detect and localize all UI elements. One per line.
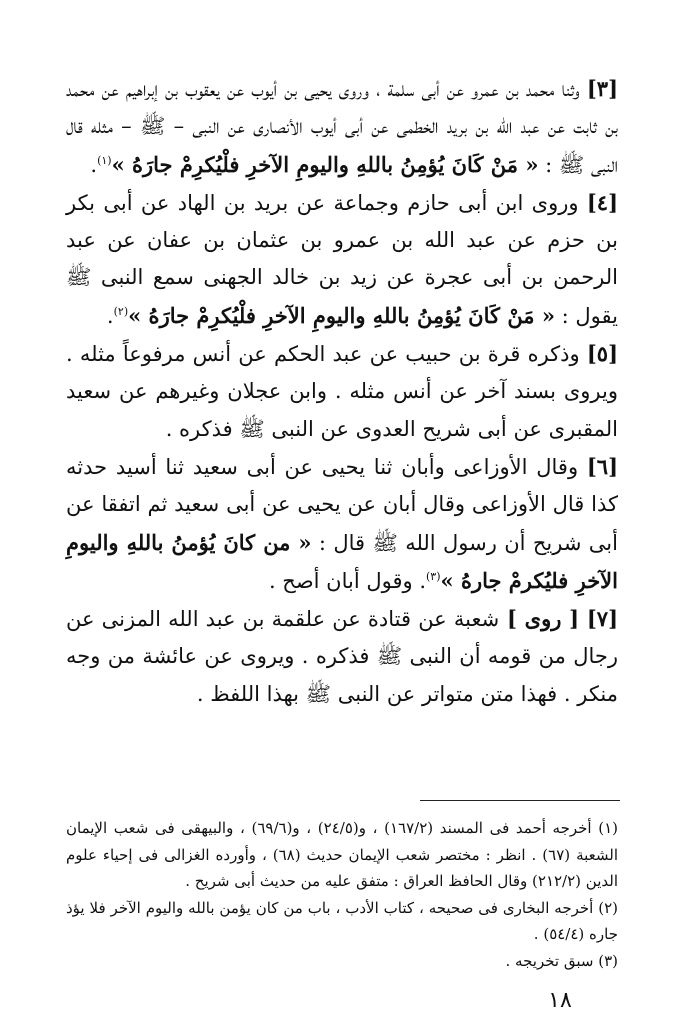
paragraph-tail: . — [106, 303, 114, 328]
paragraph-7 — [66, 600, 618, 713]
footnote-divider — [420, 800, 620, 801]
footnote-marker: (٢) — [113, 304, 129, 318]
paragraph-text: شعبة عن قتادة عن علقمة بن عبد الله المزنى عن رجال من قومه أن النبى ﷺ فذكره . ويروى عن عائشة من وجه منكر . فهذا متن متواتر عن النبى ﷺ بهذا اللفظ . — [66, 607, 618, 706]
page-number: ١٨ — [548, 988, 572, 1013]
paragraph-number: [٤] — [586, 189, 618, 215]
footnote-marker: (١) — [97, 153, 112, 167]
main-text — [66, 70, 618, 713]
footnote-3: (٣) سبق تخريجه . — [505, 951, 618, 970]
paragraph-tail: . وقول أبان أصح . — [268, 568, 426, 593]
paragraph-number: [٣] — [586, 76, 618, 101]
footnote-1: (١) أخرجه أحمد فى المسند (١٦٧/٢) ، و(٢٤/٥) ، و(٦٩/٦) ، والبيهقى فى شعب الإيمان الشعبة (٦٧) . انظر : مختصر شعب الإيمان حديث (٦٨) ، وأورده الغزالى فى إحياء علوم الدين (٢١٢/٢) وقال الحافظ العراق : متفق عليه من حديث أبى شريح . — [66, 819, 619, 890]
footnote-marker: (٣) — [426, 569, 441, 583]
paragraph-text: وروى ابن أبى حازم وجماعة عن بريد بن الهاد عن أبى بكر بن حزم عن عبد الله بن عمرو بن عثمان بن عفان عن عبد الرحمن بن أبى عجرة عن زيد بن خالد الجهنى سمع النبى ﷺ يقول : — [66, 190, 618, 328]
hadith-text: « من كانَ يُؤمنُ باللهِ واليومِ الآخرِ فليُكرمْ جارهُ » — [66, 529, 618, 593]
paragraph-text: وثنا محمد بن عمرو عن أبى سلمة ، وروى يحيى بن أيوب عن يعقوب بن إبراهيم عن محمد بن ثابت عن عبد الله بن بريد الخطمى عن أبى أيوب الأنصارى عن النبى – ﷺ – مثله قال النبى ﷺ : — [66, 77, 618, 177]
bracketed-prefix: [ روى ] — [499, 606, 587, 632]
paragraph-number: [٥] — [586, 341, 618, 367]
paragraph-4 — [66, 184, 618, 335]
footnotes — [66, 815, 618, 974]
hadith-text: « مَنْ كَانَ يُؤمِنُ باللهِ واليومِ الآخرِ فلْيُكرِمْ جارَهُ » — [111, 151, 539, 177]
paragraph-number: [٦] — [586, 453, 618, 479]
paragraph-text: وذكره قرة بن حبيب عن عبد الحكم عن أنس مرفوعاً مثله . ويروى بسند آخر عن أنس مثله . وابن عجلان وغيرهم عن سعيد المقبرى عن أبى شريح العدوى عن النبى ﷺ فذكره . — [66, 342, 618, 441]
paragraph-3 — [66, 70, 618, 184]
paragraph-number: [٧] — [586, 606, 618, 632]
paragraph-text: وقال الأوزاعى وأبان ثنا يحيى عن أبى سعيد ثنا أسيد حدثه كذا قال الأوزاعى وقال أبان عن يحيى عن أبى سعيد ثم اتفقا عن أبى شريح أن رسول الله ﷺ قال : — [66, 454, 618, 555]
paragraph-5 — [66, 335, 618, 448]
paragraph-6 — [66, 448, 618, 600]
footnote-2: (٢) أخرجه البخارى فى صحيحه ، كتاب الأدب ، باب من كان يؤمن بالله واليوم الآخر فلا يؤذ جاره (٥٤/٤) . — [66, 898, 618, 943]
hadith-text: « مَنْ كَانَ يُؤمِنُ باللهِ واليومِ الآخرِ فلْيُكرِمْ جارَهُ » — [128, 302, 555, 328]
paragraph-tail: . — [90, 152, 98, 177]
